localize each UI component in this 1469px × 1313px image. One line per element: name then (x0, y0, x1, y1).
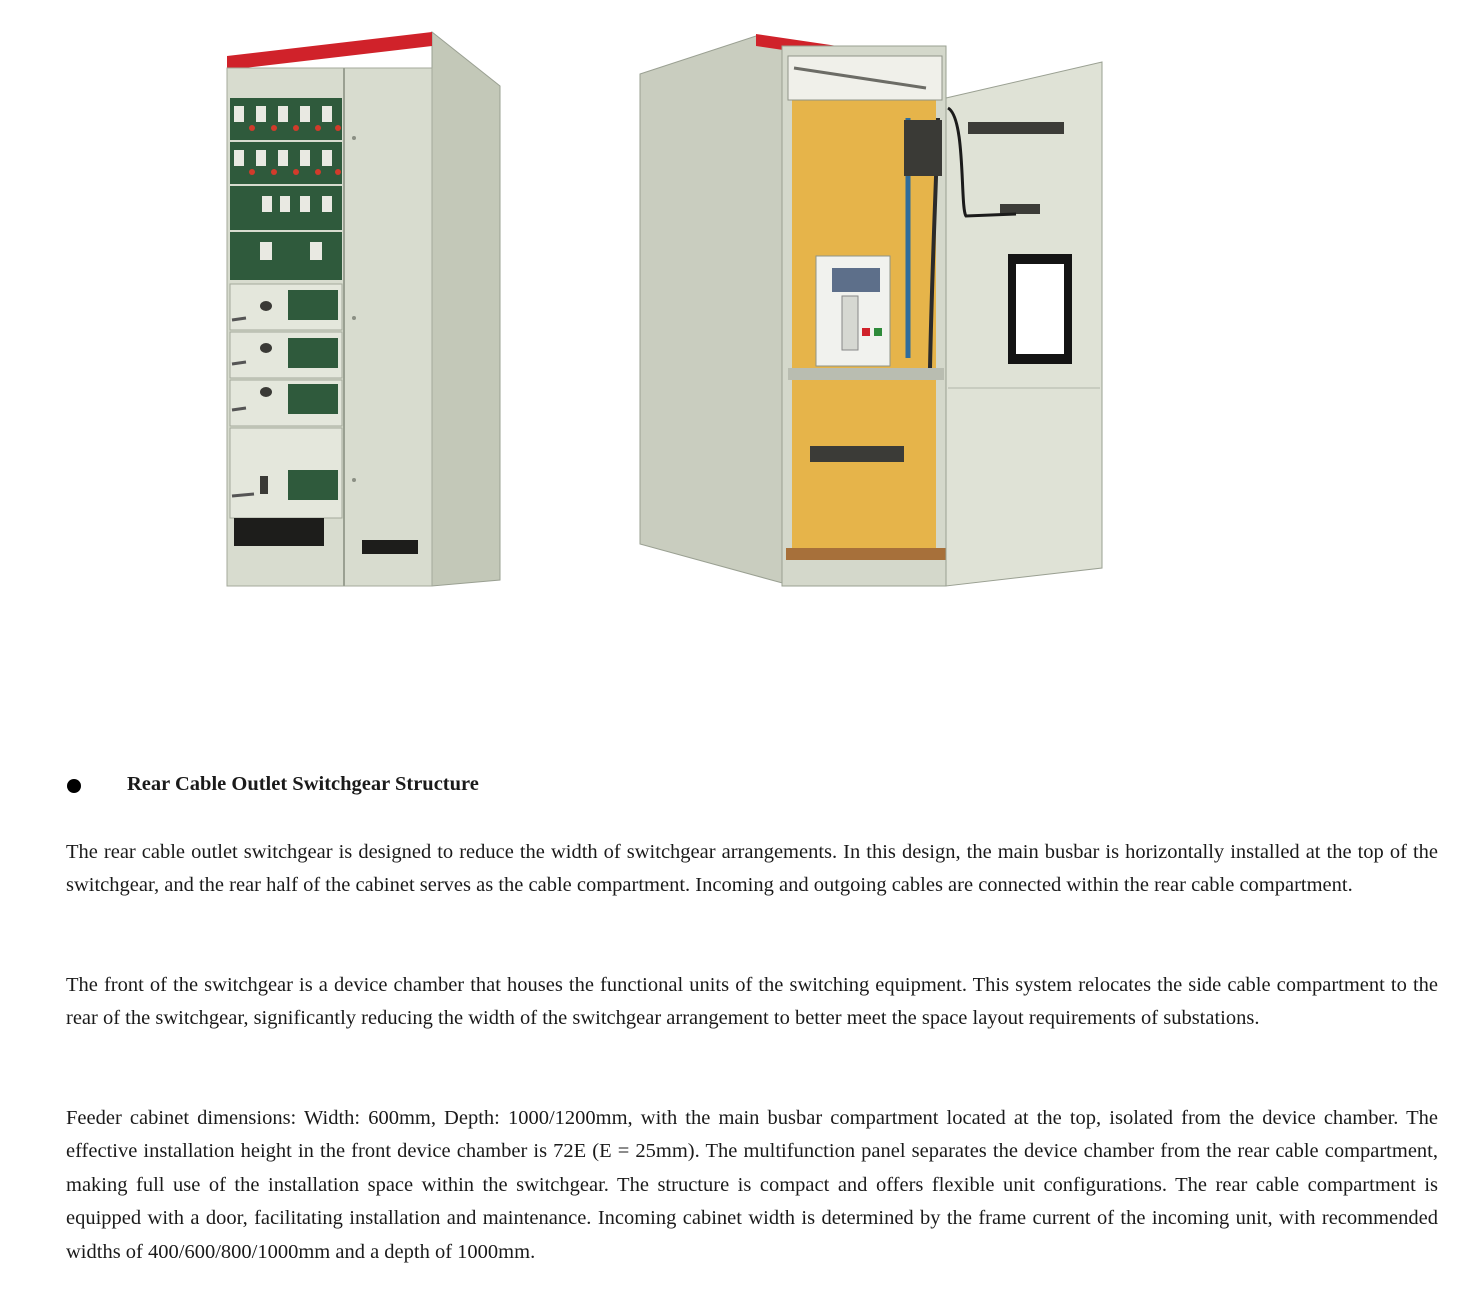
figure-switchgear-closed (222, 28, 507, 588)
figure-switchgear-open (636, 28, 1110, 590)
module-rows (230, 98, 342, 280)
section-title: Rear Cable Outlet Switchgear Structure (127, 773, 479, 795)
paragraph-dimensions: Feeder cabinet dimensions: Width: 600mm, Depth: 1000/1200mm, with the main busbar compartment located at the top, isolated from the device chamber. The effective installation height in the front device chamber is 72E (E = 25mm). The multifunction panel separates the device chamber from the rear cable compartment, making full use of the installation space within the switchgear. The structure is compact and offers flexible unit configurations. The rear cable compartment is equipped with a door, facilitating installation and maintenance. Incoming cabinet width is determined by the frame current of the incoming unit, with recommended widths of 400/600/800/1000mm and a depth of 1000mm. (66, 1107, 1438, 1263)
paragraph-front-chamber: The front of the switchgear is a device chamber that houses the functional units of the switching equipment. This system relocates the side cable compartment to the rear of the switchgear, significantly reducing the width of the switchgear arrangement to better meet the space layout requirements of substations. (66, 974, 1438, 1030)
section-heading-row (67, 772, 479, 800)
paragraph-intro: The rear cable outlet switchgear is designed to reduce the width of switchgear arrangements. In this design, the main busbar is horizontally installed at the top of the switchgear, and the rear half of the cabinet serves as the cable compartment. Incoming and outgoing cables are connected within the rear cable compartment. (66, 841, 1438, 897)
switchgear-closed-illustration (222, 28, 507, 588)
switchgear-open-illustration (636, 28, 1110, 590)
bullet-icon (67, 779, 81, 793)
drawer-units (230, 284, 342, 518)
